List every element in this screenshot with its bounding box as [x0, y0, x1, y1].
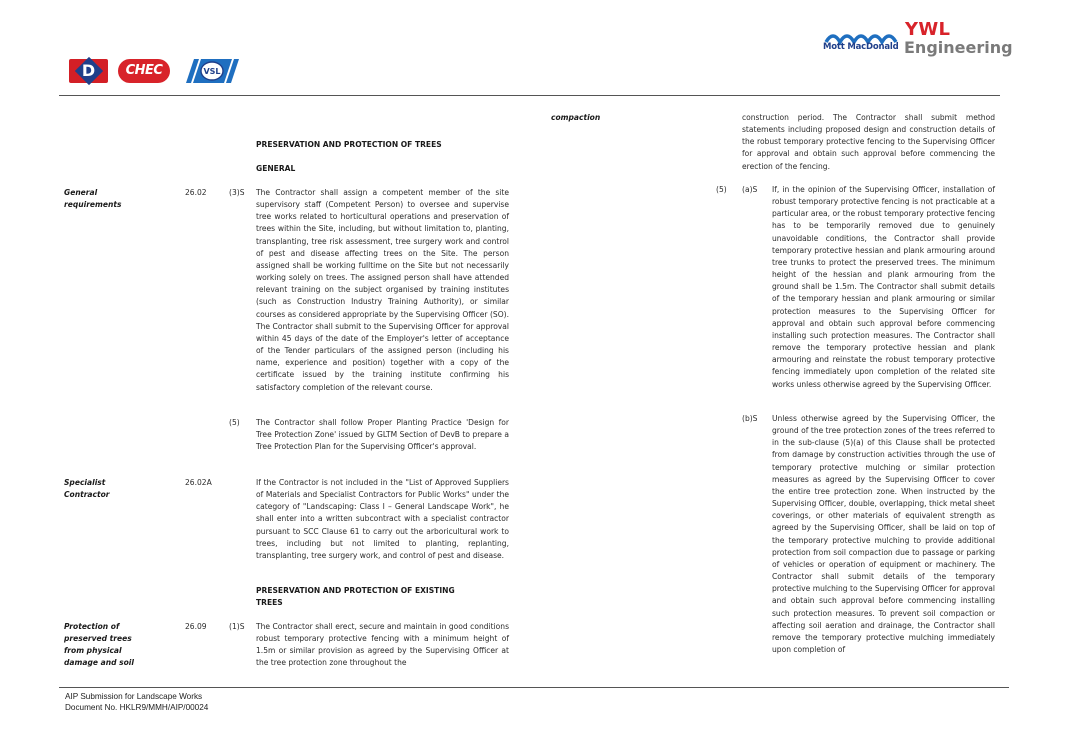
footer-document-number: Document No. HKLR9/MMH/AIP/00024 — [65, 703, 209, 712]
subclause-5-right: (5) — [716, 185, 727, 194]
hessian-armouring-text: If, in the opinion of the Supervising Officer, installation of robust temporary protective fencing is not practicable at a particular area, or the robust temporary protective fencing has to be temporarily removed due to genuinely unavoidable conditions, the Contractor shall provide temporary protective hessian and plank armouring around tree trunks to protect the preserved trees. The minimum height of the hessian and plank armouring from the ground shall be 1.5m. The Contractor shall submit details of the temporary hessian and plank armouring or similar protection measures to the Supervising Officer for approval and obtain such approval before commencing installing such protection measures. The Contractor shall remove the temporary protective hessian and plank armouring and reinstate the robust temporary protective fencing immediately upon completion of the related site works unless otherwise agreed by the Supervising Officer. — [772, 185, 995, 389]
vsl-logo — [180, 59, 244, 83]
mott-macdonald-text: Mott MacDonald — [823, 42, 899, 52]
chec-logo: CHEC — [118, 59, 170, 83]
side-note-compaction: compaction — [551, 113, 601, 122]
protective-fencing-text: The Contractor shall erect, secure and maintain in good conditions robust temporary protective fencing with a minimum height of 1.5m or similar provision as agreed by the Supervising Officer at the tree protection zone throughout the — [256, 622, 509, 668]
side-note-protection: Protection of preserved trees from physical damage and soil — [64, 622, 134, 668]
subclause-3s: (3)S — [229, 188, 245, 197]
specialist-contractor-text: If the Contractor is not included in the "List of Approved Suppliers of Materials and Specialist Contractors for Public Works" under the category of "Landscaping: Class I – General Landscape Work", he shall enter into a written subcontract with a specialist contractor pursuant to SCC Clause 61 to carry out the arboricultural work to trees, including but not limited to planting, replanting, transplanting, tree surgery work, and control of pest and disease. — [256, 478, 509, 560]
side-note-general-requirements: General requirements — [64, 188, 122, 210]
svg-text:VSL: VSL — [203, 67, 221, 76]
heading-preservation: PRESERVATION AND PROTECTION OF TREES — [256, 140, 442, 149]
footer-submission-title: AIP Submission for Landscape Works — [65, 692, 203, 701]
header-rule — [59, 95, 1000, 96]
engineering-logo-text: Engineering — [904, 38, 1013, 57]
protective-mulching-text: Unless otherwise agreed by the Supervising Officer, the ground of the tree protection zones of the trees referred to in the sub-clause (5)(a) of this Clause shall be protected from damage by construction activities through the use of temporary protective mulching or similar protection measures as agreed by the Supervising Officer to cover the entire tree protection zone. When instructed by the Supervising Officer, double, overlapping, thick metal sheet coverings, or other materials of equivalent strength as agreed by the Supervising Officer, shall be laid on top of the temporary protective mulching to provide additional protection from soil compaction due to passage or parking of vehicles or operation of equipment or machinery. The Contractor shall submit details of the temporary protective mulching to the Supervising Officer for approval and obtain such approval before commencing installing such protection measures. To prevent soil compaction or affecting soil aeration and drainage, the Contractor shall remove the temporary protective mulching immediately upon completion of — [772, 414, 995, 654]
clause-number-26-09: 26.09 — [185, 622, 207, 631]
dragages-logo-letter: D — [81, 61, 96, 80]
clause-number-26-02a: 26.02A — [185, 478, 212, 487]
heading-general: GENERAL — [256, 164, 296, 173]
ywl-logo: YWL — [905, 19, 951, 40]
subclause-5: (5) — [229, 418, 240, 427]
subclause-5b: (b)S — [742, 414, 758, 423]
dragages-logo — [69, 59, 108, 83]
footer-rule — [59, 687, 1009, 688]
tree-protection-plan-text: The Contractor shall follow Proper Planting Practice 'Design for Tree Protection Zone' issued by GLTM Section of DevB to prepare a Tree Protection Plan for the Supervising Officer's approval. — [256, 418, 509, 452]
subclause-5a: (a)S — [742, 185, 758, 194]
side-note-specialist-contractor: Specialist Contractor — [64, 478, 110, 500]
general-requirements-text: The Contractor shall assign a competent member of the site supervisory staff (Competent Person) to oversee and supervise tree works related to horticultural operations and preservation of trees within the Site, including, but without limitation to, planting, transplanting, tree risk assessment, tree surgery work and control of pest and disease affecting trees on the Site. The person assigned shall be working fulltime on the Site but not necessarily working solely on trees. The assigned person shall have attended relevant training on the subject organised by training institutes (such as Construction Industry Training Authority), or similar courses as considered appropriate by the Supervising Officer (SO). The Contractor shall submit to the Supervising Officer for approval within 45 days of the date of the Employer's letter of acceptance of the Tender particulars of the assigned person (including his name, experience and position) together with a copy of the certificate issued by the training institute confirming his satisfactory completion of the relevant course. — [256, 188, 509, 392]
clause-number-26-02: 26.02 — [185, 188, 207, 197]
heading-existing-trees: PRESERVATION AND PROTECTION OF EXISTING TREES — [256, 586, 455, 608]
subclause-1s: (1)S — [229, 622, 245, 631]
fencing-continued-text: construction period. The Contractor shall submit method statements including proposed design and construction details of the robust temporary protective fencing to the Supervising Officer for approval and obtain such approval before commencing the erection of the fencing. — [742, 113, 995, 171]
